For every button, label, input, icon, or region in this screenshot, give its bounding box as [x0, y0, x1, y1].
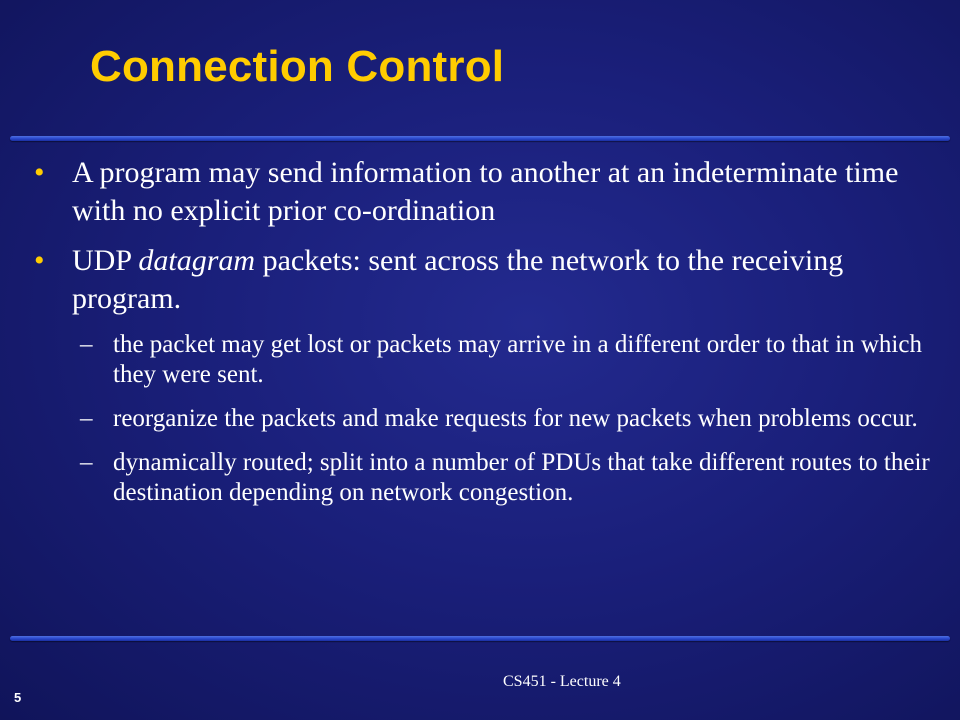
bullet-item — [30, 154, 930, 230]
sub-bullet-text: reorganize the packets and make requests for new packets when problems occur. — [113, 405, 918, 432]
sub-bullet-text: dynamically routed; split into a number of PDUs that take different routes to their destination depending on network congestion. — [113, 449, 930, 506]
bullet-text-part: UDP — [72, 244, 139, 277]
emphasized-term: datagram — [138, 244, 256, 277]
bullet-text — [72, 244, 843, 315]
title-divider — [10, 136, 950, 141]
sub-bullet-marker: – — [80, 331, 93, 358]
footer-text: CS451 - Lecture 4 — [503, 673, 621, 690]
sub-bullet-text: the packet may get lost or packets may arrive in a different order to that in which they were sent. — [113, 331, 922, 388]
bullet-marker: • — [34, 156, 45, 189]
bullet-text-part: packets: sent across the network to the receiving program. — [72, 244, 844, 315]
sub-bullet-item — [30, 404, 930, 434]
slide-title: Connection Control — [90, 42, 505, 91]
bullet-item — [30, 242, 930, 318]
footer-divider — [10, 636, 950, 641]
sub-bullet-marker: – — [80, 449, 93, 476]
bullet-marker: • — [34, 244, 45, 277]
sub-bullet-item — [30, 330, 930, 390]
bullet-text: A program may send information to another at an indeterminate time with no explicit prior co-ordination — [72, 156, 899, 227]
sub-bullet-marker: – — [80, 405, 93, 432]
sub-bullet-item — [30, 448, 930, 508]
slide-content — [30, 154, 930, 522]
slide-number: 5 — [14, 690, 22, 705]
